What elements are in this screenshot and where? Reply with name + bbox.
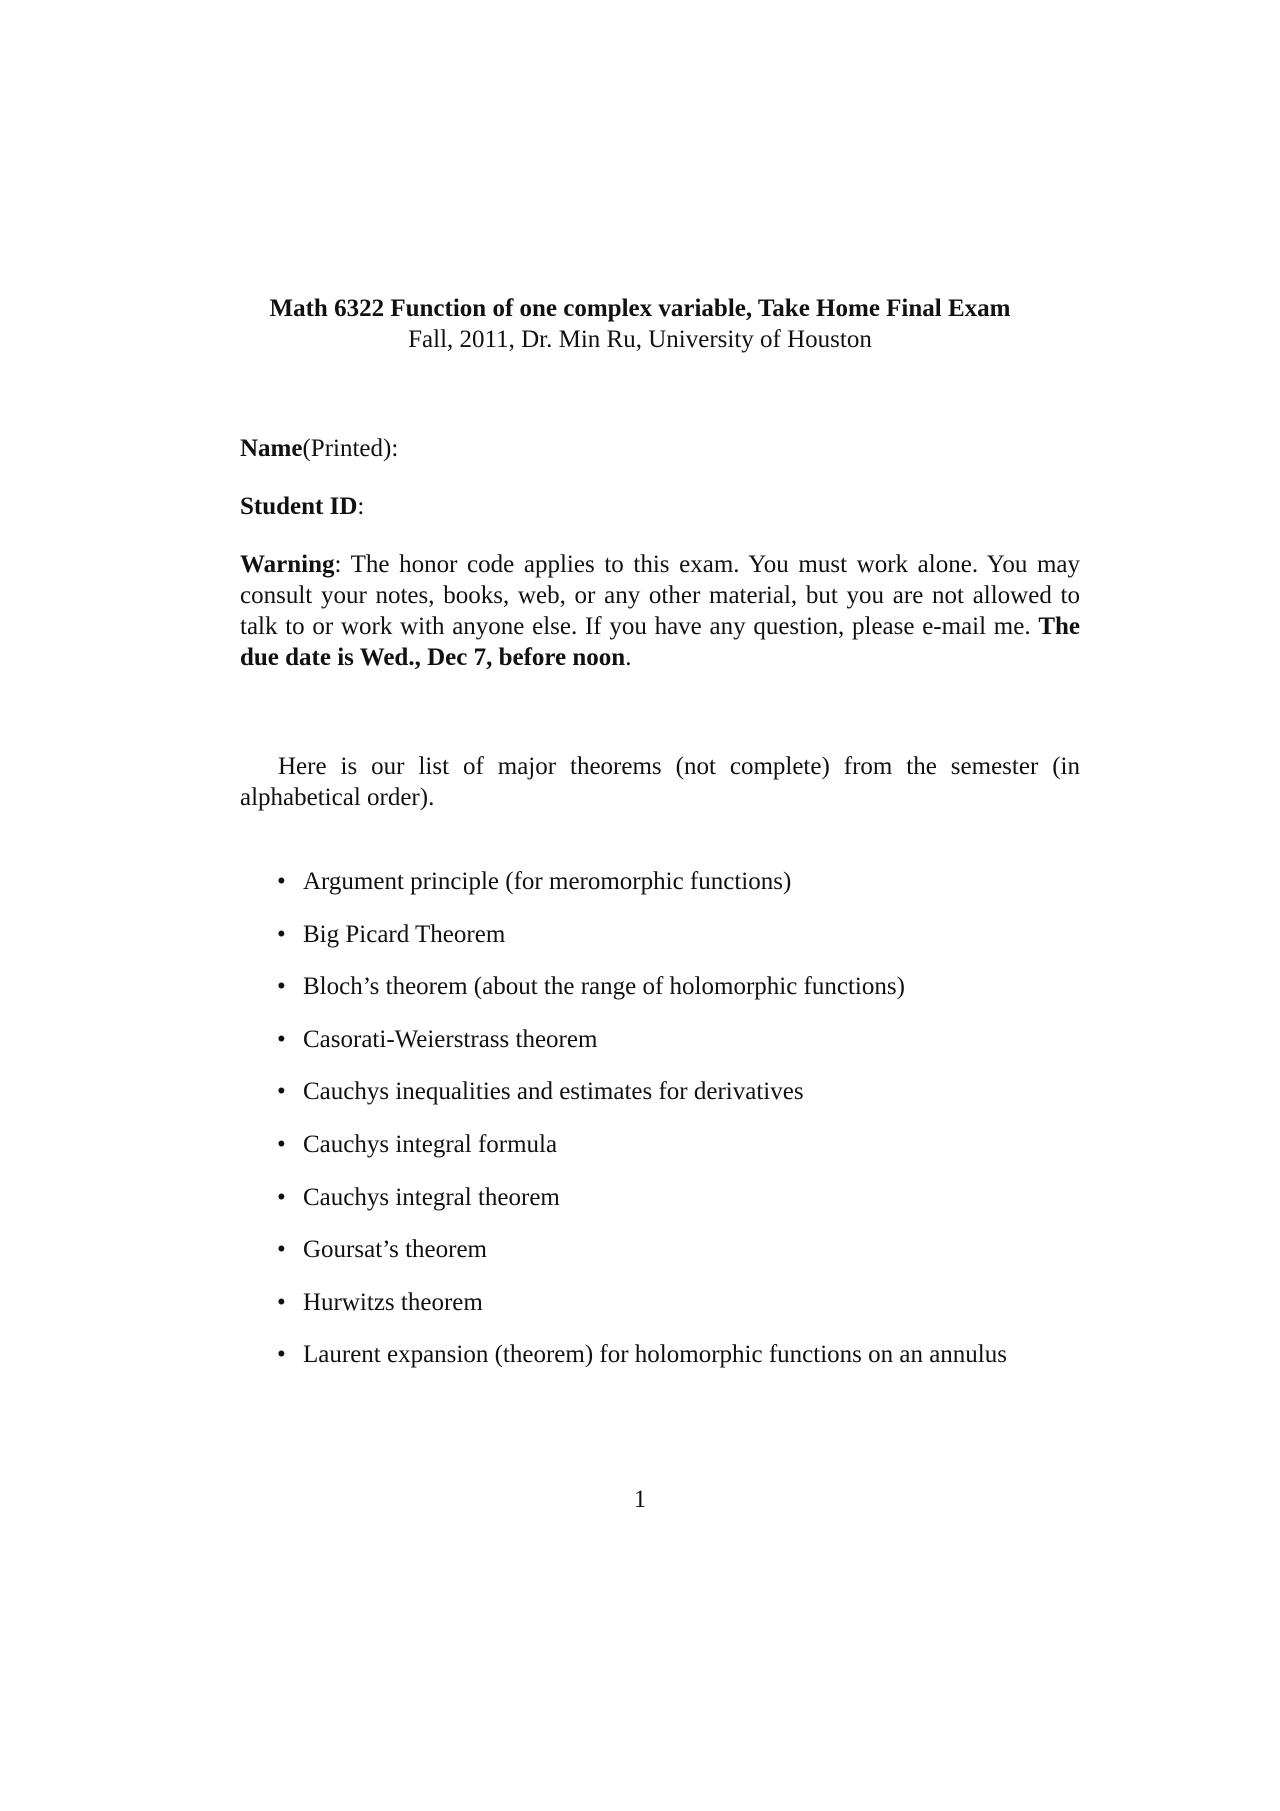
bullet-icon: • (277, 1130, 286, 1158)
warning-text: : The honor code applies to this exam. You must work alone. You may consult your notes, books, web, or any other material, but you are not allowed to talk to or work with anyone else. If you have any question, please e-mail me. (240, 551, 1080, 640)
theorem-text: Argument principle (for meromorphic functions) (303, 868, 792, 895)
bullet-icon: • (277, 973, 286, 1001)
list-item (240, 919, 1100, 972)
theorem-text: Cauchys integral theorem (303, 1183, 560, 1211)
student-id-field (240, 491, 364, 522)
theorem-text: Hurwitzs theorem (303, 1288, 483, 1316)
bullet-icon: • (277, 1183, 286, 1211)
theorem-text: Goursat’s theorem (303, 1236, 487, 1264)
name-label: Name (240, 435, 303, 462)
name-suffix: (Printed): (302, 435, 399, 462)
exam-subtitle: Fall, 2011, Dr. Min Ru, University of Houston (408, 326, 872, 353)
theorem-text: Casorati-Weierstrass theorem (303, 1025, 598, 1053)
theorem-text: Cauchys inequalities and estimates for derivatives (303, 1078, 804, 1106)
list-item (240, 1129, 1100, 1182)
theorem-list (240, 866, 1100, 1392)
warning-paragraph (240, 549, 1080, 673)
warning-label: Warning (240, 551, 335, 578)
bullet-icon: • (277, 920, 286, 948)
theorem-text: Bloch’s theorem (about the range of holomorphic functions) (303, 973, 905, 1001)
theorem-text: Laurent expansion (theorem) for holomorphic functions on an annulus (303, 1341, 1007, 1369)
list-item (240, 1024, 1100, 1077)
exam-title: Math 6322 Function of one complex variable, Take Home Final Exam (269, 295, 1011, 322)
bullet-icon: • (277, 868, 286, 895)
list-item (240, 1287, 1100, 1340)
header (0, 293, 1280, 355)
list-item (240, 866, 1100, 919)
list-item (240, 1234, 1100, 1287)
student-id-suffix: : (357, 493, 365, 520)
bullet-icon: • (277, 1236, 286, 1264)
theorem-text: Big Picard Theorem (303, 920, 506, 948)
bullet-icon: • (277, 1288, 286, 1316)
due-date: The due date is Wed., Dec 7, before noon (240, 613, 1080, 671)
theorem-text: Cauchys integral formula (303, 1130, 558, 1158)
name-field (240, 433, 398, 464)
bullet-icon: • (277, 1078, 286, 1106)
list-item (240, 1076, 1100, 1129)
list-item (240, 1339, 1100, 1392)
page-number: 1 (633, 1486, 647, 1513)
warning-end: . (625, 644, 632, 671)
bullet-icon: • (277, 1025, 286, 1053)
bullet-icon: • (277, 1341, 286, 1369)
list-item (240, 1182, 1100, 1235)
student-id-label: Student ID (240, 493, 358, 520)
list-item (240, 971, 1100, 1024)
intro-paragraph: Here is our list of major theorems (not complete) from the semester (in alphabetical order). (240, 753, 1080, 811)
